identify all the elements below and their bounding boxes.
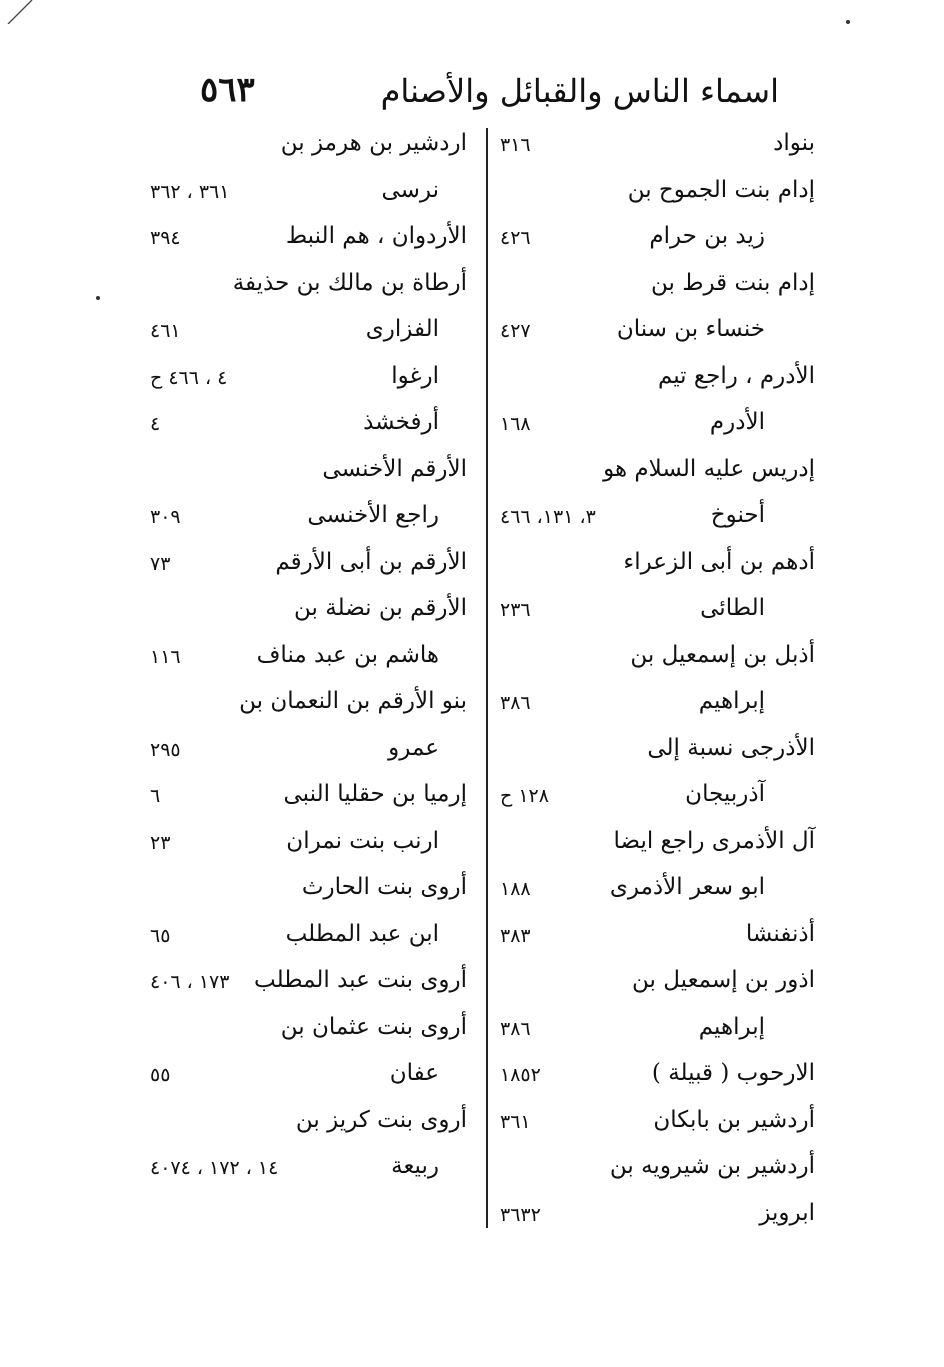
- entry-name: الأرقم بن أبى الأرقم: [275, 548, 467, 575]
- index-entry: [500, 822, 815, 869]
- entry-pages: ٦: [150, 785, 161, 807]
- entry-name: ابو سعر الأذمرى: [609, 874, 765, 900]
- entry-pages: ٣٦١: [500, 1110, 531, 1133]
- entry-name: الأردوان ، هم النبط: [285, 223, 467, 249]
- entry-pages: ١٤ ، ١٧٢ ، ٤٠٧٤: [150, 1157, 279, 1179]
- entry-name: بنواد: [773, 130, 815, 156]
- index-entry: [500, 264, 815, 311]
- entry-pages: ٣٩٤: [150, 227, 181, 249]
- entry-name: إدريس عليه السلام هو: [603, 455, 815, 482]
- index-entry: [150, 403, 475, 450]
- index-entry: [150, 729, 475, 776]
- entry-pages: ٣١٦: [500, 134, 531, 156]
- index-entry: [500, 961, 815, 1008]
- index-entry: [150, 915, 475, 962]
- entry-name: راجع الأخنسى: [307, 502, 439, 528]
- entry-pages: ٢٣٦: [500, 599, 531, 621]
- index-entry: [500, 217, 815, 264]
- entry-name: آل الأذمرى راجع ايضا: [613, 827, 815, 854]
- entry-name: الفزارى: [365, 316, 439, 342]
- entry-name: آذربيجان: [685, 781, 765, 807]
- entry-name: هاشم بن عبد مناف: [256, 641, 439, 668]
- index-entry: [500, 450, 815, 497]
- entry-name: بنو الأرقم بن النعمان بن: [239, 688, 467, 714]
- entry-pages: ٣٦٣٢: [500, 1203, 541, 1226]
- index-entry: [500, 124, 815, 171]
- index-entry: [150, 589, 475, 636]
- page-number: ٥٦٣: [200, 70, 255, 110]
- entry-pages: ٣، ١٣١، ٤٦٦: [500, 506, 596, 528]
- corner-crease: [0, 0, 40, 24]
- index-entry: [500, 775, 815, 822]
- entry-name: الأذرجى نسبة إلى: [647, 734, 815, 761]
- entry-name: أردشير بن شيرويه بن: [609, 1153, 815, 1179]
- index-entry: [500, 915, 815, 962]
- index-entry: [150, 1008, 475, 1055]
- index-entry: [500, 310, 815, 357]
- running-header-title: اسماء الناس والقبائل والأصنام: [380, 72, 779, 110]
- index-entry: [500, 682, 815, 729]
- speck-mark: [96, 296, 100, 300]
- index-entry: [150, 264, 475, 311]
- entry-pages: ٤: [150, 413, 161, 435]
- entry-pages: ٣٠٩: [150, 506, 181, 528]
- index-entry: [500, 729, 815, 776]
- entry-name: أرفخشذ: [363, 409, 439, 435]
- entry-pages: ٣٦١ ، ٣٦٢: [150, 180, 230, 203]
- index-entry: [500, 1008, 815, 1055]
- index-entry: [500, 1147, 815, 1194]
- index-entry: [150, 217, 475, 264]
- speck-mark: [846, 20, 850, 24]
- entry-pages: ٧٣: [150, 552, 171, 575]
- entry-name: أروى بنت الحارث: [301, 874, 467, 900]
- entry-name: أروى بنت كريز بن: [295, 1106, 467, 1133]
- entry-pages: ١٢٨ ح: [500, 785, 549, 807]
- entry-name: خنساء بن سنان: [616, 316, 765, 342]
- entry-name: أرطاة بن مالك بن حذيفة: [232, 269, 467, 296]
- index-entry: [150, 543, 475, 590]
- index-entry: [500, 636, 815, 683]
- entry-pages: ٢٩٥: [150, 738, 181, 761]
- index-entry: [150, 961, 475, 1008]
- entry-name: إبراهيم: [698, 688, 765, 714]
- entry-name: أذبل بن إسمعيل بن: [630, 641, 815, 668]
- entry-name: الأدرم: [709, 409, 765, 435]
- entry-pages: ٦٥: [150, 924, 171, 947]
- entry-name: الأرقم بن نضلة بن: [294, 595, 467, 621]
- entry-name: إرميا بن حقليا النبى: [283, 781, 467, 807]
- entry-name: أذنفنشا: [745, 920, 815, 947]
- entry-name: ربيعة: [391, 1153, 439, 1179]
- entry-name: ابن عبد المطلب: [285, 920, 439, 947]
- entry-name: إدام بنت قرط بن: [651, 269, 815, 296]
- index-column-right: [500, 124, 815, 1240]
- entry-name: أدهم بن أبى الزعراء: [623, 548, 815, 575]
- entry-name: اذور بن إسمعيل بن: [631, 967, 815, 993]
- index-entry: [150, 636, 475, 683]
- index-entry: [500, 1054, 815, 1101]
- entry-pages: ١٦٨: [500, 413, 531, 435]
- index-entry: [150, 171, 475, 218]
- entry-pages: ٤٦١: [150, 320, 181, 342]
- column-divider: [486, 128, 488, 1228]
- index-entry: [150, 357, 475, 404]
- entry-name: نرسى: [381, 176, 439, 203]
- entry-pages: ٤٢٧: [500, 320, 531, 342]
- index-entry: [150, 450, 475, 497]
- index-entry: [150, 124, 475, 171]
- entry-name: إدام بنت الجموح بن: [627, 176, 815, 203]
- index-entry: [150, 1101, 475, 1148]
- entry-pages: ٤٢٦: [500, 227, 531, 249]
- entry-name: إبراهيم: [698, 1013, 765, 1040]
- index-entry: [500, 171, 815, 218]
- entry-name: الطائى: [700, 595, 765, 621]
- entry-name: أحنوخ: [710, 502, 765, 528]
- entry-name: ارغوا: [391, 362, 439, 389]
- index-entry: [500, 868, 815, 915]
- index-entry: [500, 589, 815, 636]
- entry-name: الارحوب ( قبيلة ): [651, 1060, 815, 1086]
- index-entry: [150, 775, 475, 822]
- entry-pages: ١٨٨: [500, 878, 531, 900]
- entry-name: أردشير بن بابكان: [653, 1106, 815, 1133]
- index-entry: [150, 496, 475, 543]
- index-entry: [500, 1101, 815, 1148]
- entry-name: اردشير بن هرمز بن: [280, 130, 467, 156]
- entry-pages: ٣٨٦: [500, 692, 531, 714]
- index-column-left: [150, 124, 475, 1194]
- index-entry: [150, 1054, 475, 1101]
- entry-pages: ١١٦: [150, 645, 181, 668]
- entry-name: عفان: [389, 1060, 439, 1086]
- entry-name: الأدرم ، راجع تيم: [657, 362, 815, 389]
- index-entry: [500, 496, 815, 543]
- entry-name: ارنب بنت نمران: [286, 827, 439, 854]
- entry-pages: ٢٣: [150, 831, 171, 854]
- entry-name: الأرقم الأخنسى: [322, 455, 467, 482]
- entry-pages: ٣٨٦: [500, 1017, 531, 1040]
- entry-name: زيد بن حرام: [649, 223, 765, 249]
- entry-name: عمرو: [388, 734, 439, 761]
- entry-name: ابرويز: [759, 1199, 815, 1226]
- index-entry: [500, 357, 815, 404]
- entry-name: أروى بنت عبد المطلب: [254, 967, 467, 993]
- index-entry: [500, 403, 815, 450]
- index-entry: [150, 1147, 475, 1194]
- entry-pages: ١٨٥٢: [500, 1064, 541, 1086]
- index-entry: [150, 310, 475, 357]
- entry-pages: ١٧٣ ، ٤٠٦: [150, 971, 230, 993]
- entry-pages: ٥٥: [150, 1064, 171, 1086]
- index-entry: [150, 682, 475, 729]
- index-entry: [150, 868, 475, 915]
- index-entry: [150, 822, 475, 869]
- index-entry: [500, 543, 815, 590]
- entry-pages: ٣٨٣: [500, 924, 531, 947]
- entry-pages: ٤ ، ٤٦٦ ح: [150, 366, 228, 389]
- index-entry: [500, 1194, 815, 1241]
- entry-name: أروى بنت عثمان بن: [280, 1013, 467, 1040]
